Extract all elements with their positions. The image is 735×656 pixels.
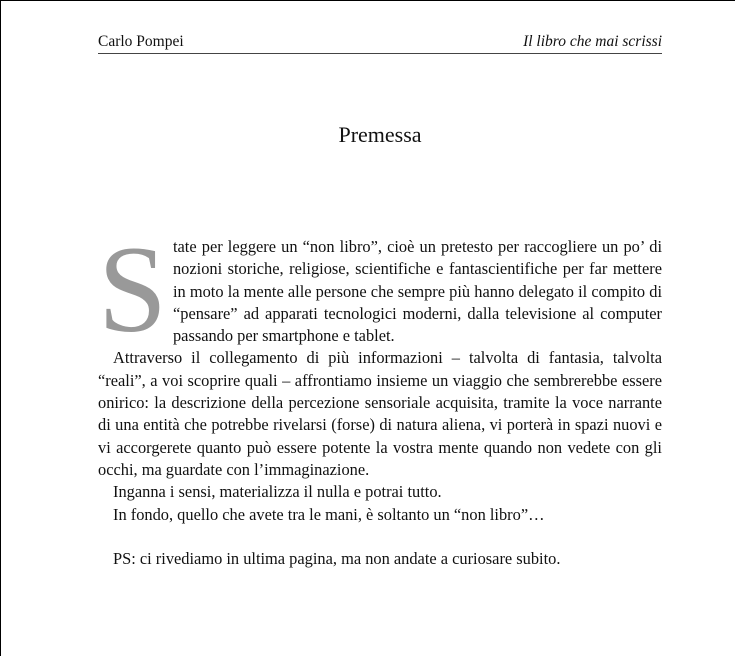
paragraph-ps: PS: ci rivediamo in ultima pagina, ma non andate a curiosare subito.: [113, 549, 561, 569]
paragraph-1-text: tate per leggere un “non libro”, cioè un pretesto per raccogliere un po’ di nozioni storiche, religiose, scientifiche e fantascientifiche per far mettere in moto la mente alle persone che sempre più hanno delegato il compito di “pensare” ad apparati tecnologici moderni, dalla televisione al computer passando per smartphone e tablet.: [172, 237, 662, 346]
header-author: Carlo Pompei: [98, 33, 184, 50]
paragraph-1: [98, 221, 662, 358]
header-book-title: Il libro che mai scrissi: [523, 33, 662, 50]
drop-cap: S: [98, 221, 167, 358]
running-header: [98, 33, 662, 54]
chapter-title: Premessa: [338, 122, 422, 147]
paragraph-3: Inganna i sensi, materializza il nulla e potrai tutto.: [113, 482, 442, 502]
body-text: [98, 221, 662, 570]
paragraph-4: In fondo, quello che avete tra le mani, è soltanto un “non libro”…: [113, 504, 545, 524]
paragraph-2: Attraverso il collegamento di più informazioni – talvolta di fantasia, talvolta “reali”, a voi scoprire quali – affrontiamo insieme un viaggio che sembrerebbe essere onirico: la descrizione della percezione sensoriale acquisita, tramite la voce narrante di una entità che potrebbe rivelarsi (forse) di natura aliena, vi porterà in spazi nuovi e vi accorgerete quanto può essere potente la vostra mente quando non vedete con gli occhi, ma guardate con l’immaginazione.: [98, 348, 662, 479]
